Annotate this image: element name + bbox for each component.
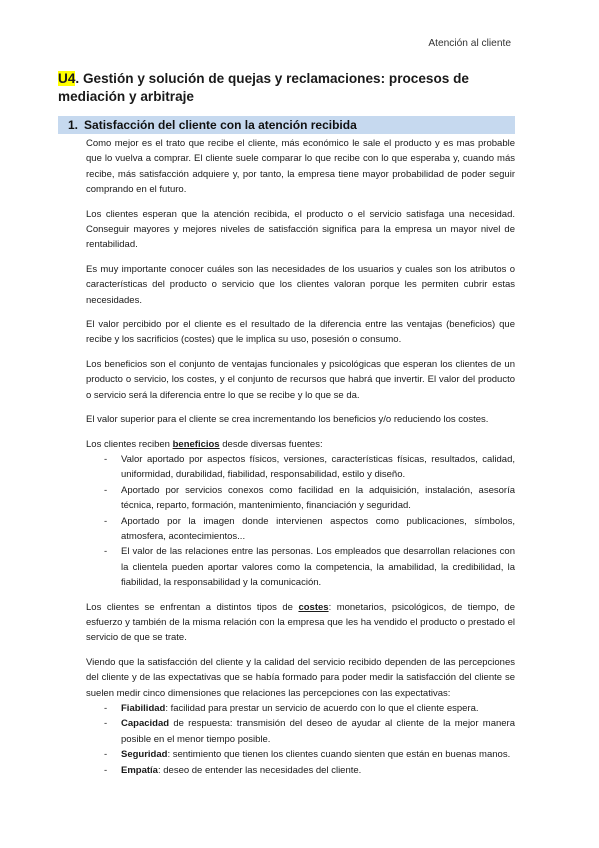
list-item <box>86 544 515 590</box>
list-item <box>86 747 515 762</box>
dimension-text: de respuesta: transmisión del deseo de ayudar al cliente de la mejor manera posible en el menor tiempo posible. <box>121 718 515 745</box>
bullet-dash: - <box>104 484 108 496</box>
beneficios-keyword: beneficios <box>172 438 220 450</box>
bullet-dash: - <box>104 703 108 714</box>
section-title: Satisfacción del cliente con la atención recibida <box>84 118 357 132</box>
bullet-dash: - <box>104 749 108 761</box>
list-item-text: Aportado por servicios conexos como facilidad en la adquisición, instalación, asesoría técnica, reparto, formación, mantenimiento, financiación y seguridad. <box>121 484 515 512</box>
dimension-term: Empatía <box>121 764 158 776</box>
running-header: Atención al cliente <box>428 38 511 49</box>
beneficios-list <box>86 452 515 591</box>
list-item <box>86 514 515 545</box>
bullet-dash: - <box>104 546 108 558</box>
document-title <box>58 70 528 106</box>
list-item-text: Valor aportado por aspectos físicos, versiones, características físicas, resultados, calidad, uniformidad, durabilidad, fiabilidad, responsabilidad, estilo y diseño. <box>121 453 515 481</box>
costes-after: : monetarios, psicológicos, de tiempo, de esfuerzo y también de la misma relación con la empresa que les ha vendido el producto o prestado el servicio de que se trate. <box>86 601 515 644</box>
dimension-text: : facilidad para prestar un servicio de acuerdo con lo que el cliente espera. <box>165 703 479 714</box>
bullet-dash: - <box>104 764 108 776</box>
dimension-text: : deseo de entender las necesidades del cliente. <box>157 764 362 776</box>
costes-before: Los clientes se enfrentan a distintos tipos de <box>86 601 299 613</box>
dimension-term: Fiabilidad <box>121 703 166 714</box>
dimension-term: Seguridad <box>121 749 168 761</box>
paragraph: El valor superior para el cliente se crea incrementando los beneficios y/o reduciendo los costes. <box>86 414 489 426</box>
unit-tag: U4 <box>58 71 76 86</box>
list-item-text: El valor de las relaciones entre las personas. Los empleados que desarrollan relaciones con la clientela pueden aportar valores como la competencia, la amabilidad, la credibilidad, la fiabilidad, la responsabilidad y la comunicación. <box>121 546 515 589</box>
beneficios-intro <box>86 437 515 452</box>
paragraph: Como mejor es el trato que recibe el cliente, más económico le sale el producto y es mas probable que lo vuelva a comprar. El cliente suele comparar lo que recibe con lo que esperaba y, cuando más recibe, más satisfacción adquiere y, por tanto, la empresa tiene mayor probabilidad de poder seguir comprando en el futuro. <box>86 138 515 196</box>
costes-keyword: costes <box>298 601 329 613</box>
title-text: . Gestión y solución de quejas y reclamaciones: procesos de mediación y arbitraje <box>58 71 469 104</box>
beneficios-intro-before: Los clientes reciben <box>86 438 173 450</box>
paragraph: Es muy importante conocer cuáles son las necesidades de los usuarios y cuales son los atributos o características del producto o servicio que los clientes valoran porque les permiten cubrir estas necesidades. <box>86 263 515 306</box>
bullet-dash: - <box>104 515 108 527</box>
list-item <box>86 763 515 778</box>
paragraph: El valor percibido por el cliente es el resultado de la diferencia entre las ventajas (beneficios) que recibe y los sacrificios (costes) que le implica su uso, posesión o consumo. <box>86 319 515 346</box>
document-body <box>86 136 515 787</box>
bullet-dash: - <box>104 718 108 730</box>
beneficios-intro-after: desde diversas fuentes: <box>219 438 323 450</box>
dimensiones-intro: Viendo que la satisfacción del cliente y la calidad del servicio recibido dependen de las percepciones del cliente y de las expectativas que se había formado para poder medir la satisfacción del cliente se suelen medir cinco dimensiones que relaciones las percepciones con las expectativas: <box>86 656 515 699</box>
list-item <box>86 452 515 483</box>
paragraph: Los beneficios son el conjunto de ventajas funcionales y psicológicas que esperan los clientes de un producto o servicio, los costes, y el conjunto de recursos que habrá que invertir. El valor del producto o servicio será la diferencia entre lo que se recibe y lo que se da. <box>86 358 515 401</box>
dimension-text: : sentimiento que tienen los clientes cuando sienten que están en buenas manos. <box>167 749 511 761</box>
section-heading <box>58 116 515 134</box>
bullet-dash: - <box>104 453 108 465</box>
dimensiones-list <box>86 701 515 778</box>
list-item-text: Aportado por la imagen donde intervienen aspectos como publicaciones, símbolos, atmosfera, acontecimientos... <box>121 515 515 542</box>
costes-paragraph <box>86 600 515 646</box>
paragraph: Los clientes esperan que la atención recibida, el producto o el servicio satisfaga una necesidad. Conseguir mayores y mejores niveles de satisfacción significa para la empresa un mayor nivel de rentabilidad. <box>86 208 515 251</box>
list-item <box>86 716 515 747</box>
list-item <box>86 701 515 716</box>
section-number: 1. <box>68 118 79 132</box>
list-item <box>86 483 515 514</box>
dimension-term: Capacidad <box>121 718 170 730</box>
